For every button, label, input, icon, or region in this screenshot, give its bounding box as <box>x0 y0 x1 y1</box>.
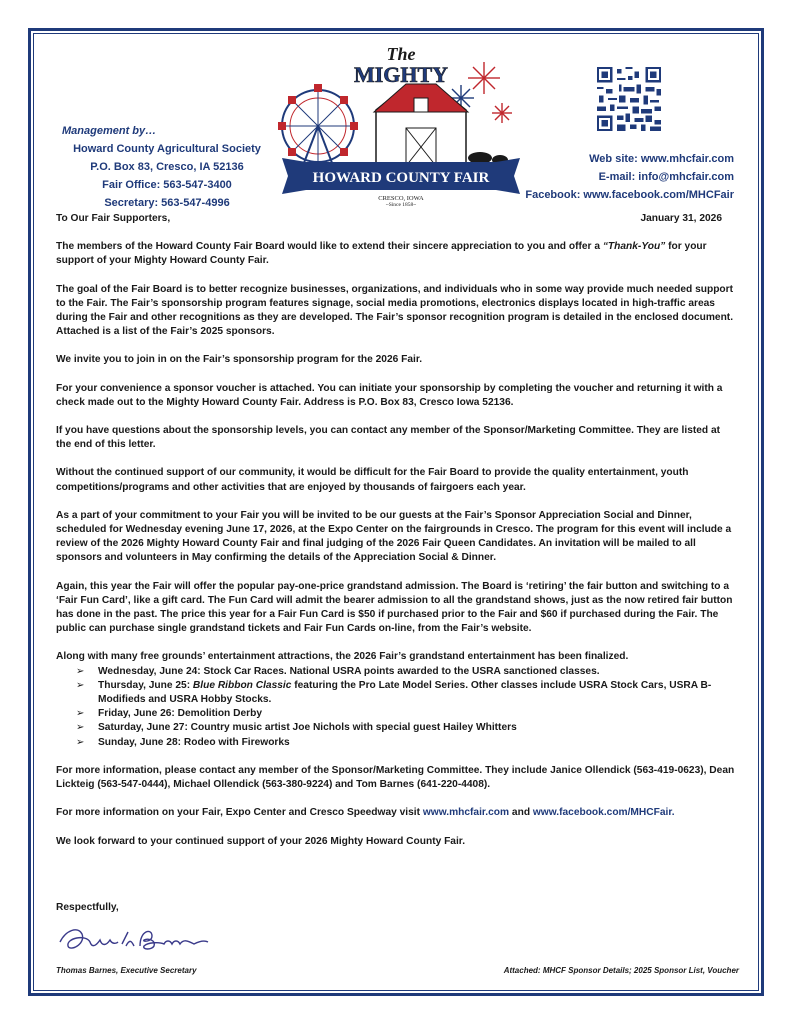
signature <box>56 912 216 966</box>
facebook-page-link[interactable]: www.facebook.com/MHCFair. <box>532 807 675 819</box>
list-item: ➢ Wednesday, June 24: Stock Car Races. National USRA points awarded to the USRA sanctioned classes. <box>76 665 736 679</box>
website-link[interactable]: Web site: www.mhcfair.com <box>589 153 734 165</box>
qr-code-icon[interactable] <box>597 67 661 131</box>
paragraph-grandstand: Again, this year the Fair will offer the popular pay-one-price grandstand admission. The Board is ‘retiring’ the fair button and switching to a ‘Fair Fun Card’, like a gift card. The Fun Card will admit the bearer admission to all the grandstand shows, just as the now retired fair button has done in the past. The price this year for a Fair Fun Card is $50 if purchased prior to the Fair and $60 if purchased during the Fair. The public can purchase single grandstand tickets and Fair Fun Cards on-line, from the Fair’s website. <box>56 580 733 635</box>
management-org: Howard County Agricultural Society <box>73 143 261 155</box>
signer-name: Thomas Barnes, Executive Secretary <box>56 966 197 975</box>
barn-icon <box>374 84 468 166</box>
fair-office-phone: Fair Office: 563-547-3400 <box>102 179 232 191</box>
paragraph-committee: For more information, please contact any member of the Sponsor/Marketing Committee. They include Janice Ollendick (563-419-0623), Dean Lickteig (563-547-0444), Michael Ollendick (563-380-9224) and Tom Barnes (641-220-4408). <box>56 764 735 791</box>
management-address: P.O. Box 83, Cresco, IA 52136 <box>90 161 244 173</box>
email-link[interactable]: E-mail: info@mhcfair.com <box>598 171 734 183</box>
secretary-phone: Secretary: 563-547-4996 <box>104 197 230 209</box>
list-item: ➢ Saturday, June 27: Country music artist Joe Nichols with special guest Hailey Whitters <box>76 721 736 735</box>
signature-text: Thomas V. Barnes <box>56 964 65 965</box>
attachments-note: Attached: MHCF Sponsor Details; 2025 Sponsor List, Voucher <box>503 966 739 975</box>
paragraph-thanks: The members of the Howard County Fair Board would like to extend their sincere appreciation to you and offer a “Thank-You” for your support of your Mighty Howard County Fair. <box>56 241 707 267</box>
logo-since: ~Since 1858~ <box>385 202 417 206</box>
thank-you-phrase: “Thank-You” <box>602 241 666 253</box>
arrow-bullet-icon: ➢ <box>76 722 85 734</box>
management-block <box>62 122 272 212</box>
arrow-bullet-icon: ➢ <box>76 679 85 691</box>
paragraph-more-info: For more information on your Fair, Expo Center and Cresco Speedway visit www.mhcfair.com and www.facebook.com/MHCFair. <box>56 807 675 819</box>
letterhead <box>34 34 758 209</box>
paragraph-support: Without the continued support of our community, it would be difficult for the Fair Board to provide the quality entertainment, youth competitions/programs and other activities that are enjoyed by thousands of fairgoers each year. <box>56 467 689 493</box>
letter-date: January 31, 2026 <box>640 213 722 224</box>
paragraph-closing: We look forward to your continued support of your 2026 Mighty Howard County Fair. <box>56 835 466 847</box>
salutation: To Our Fair Supporters, <box>56 213 171 224</box>
list-item: ➢ Thursday, June 25: Blue Ribbon Classic featuring the Pro Late Model Series. Other classes include USRA Stock Cars, USRA B-Modifieds and USRA Hobby Stocks. <box>76 679 712 706</box>
paragraph-dinner: As a part of your commitment to your Fair you will be invited to be our guests at the Fair’s Sponsor Appreciation Social and Dinner, scheduled for Wednesday evening June 17, 2026, at the Expo Center on the fairgrounds in Cresco. The program for this event will include a review of the 2026 Mighty Howard County Fair and final judging of the 2026 Fair Queen Candidates. An invitation will be mailed to all sponsors and volunteers in May confirming the details of the Appreciation Social & Dinner. <box>56 509 732 564</box>
arrow-bullet-icon: ➢ <box>76 736 85 748</box>
arrow-bullet-icon: ➢ <box>76 665 85 677</box>
contact-block <box>524 150 734 204</box>
dateline <box>56 212 736 226</box>
mhcfair-link[interactable]: www.mhcfair.com <box>422 807 510 819</box>
logo-the: The <box>386 44 416 64</box>
paragraph-invite: We invite you to join in on the Fair’s sponsorship program for the 2026 Fair. <box>56 354 423 366</box>
paragraph-entertainment: Along with many free grounds’ entertainment attractions, the 2026 Fair’s grandstand entertainment has been finalized. <box>56 651 629 663</box>
paragraph-questions: If you have questions about the sponsorship levels, you can contact any member of the Sponsor/Marketing Committee. They are listed at the end of this letter. <box>56 425 721 451</box>
paragraph-goal: The goal of the Fair Board is to better recognize businesses, organizations, and individuals who in some way provide much needed support to the Fair. The Fair’s sponsorship program features signage, social media promotions, electronics displays located in high-traffic areas during the Fair and other recognitions as they are developed. The Fair’s sponsor recognition program is detailed in the enclosed document. Attached is a list of the Fair’s 2025 sponsors. <box>56 283 734 338</box>
logo-mighty: MIGHTY <box>353 62 449 87</box>
entertainment-list <box>76 665 736 750</box>
management-title: Management by… <box>62 125 157 137</box>
logo-banner: HOWARD COUNTY FAIR <box>312 170 490 186</box>
paragraph-voucher: For your convenience a sponsor voucher is attached. You can initiate your sponsorship by completing the voucher and returning it with a check made out to the Mighty Howard County Fair. Address is P.O. Box 83, Cresco Iowa 52136. <box>56 382 723 408</box>
closing: Respectfully, <box>56 902 119 913</box>
logo-location: CRESCO, IOWA <box>378 195 424 202</box>
arrow-bullet-icon: ➢ <box>76 708 85 720</box>
facebook-link[interactable]: Facebook: www.facebook.com/MHCFair <box>525 189 734 201</box>
letter-body <box>56 212 736 863</box>
list-item: ➢ Friday, June 26: Demolition Derby <box>76 707 736 721</box>
list-item: ➢ Sunday, June 28: Rodeo with Fireworks <box>76 736 736 750</box>
fair-logo <box>266 38 536 206</box>
